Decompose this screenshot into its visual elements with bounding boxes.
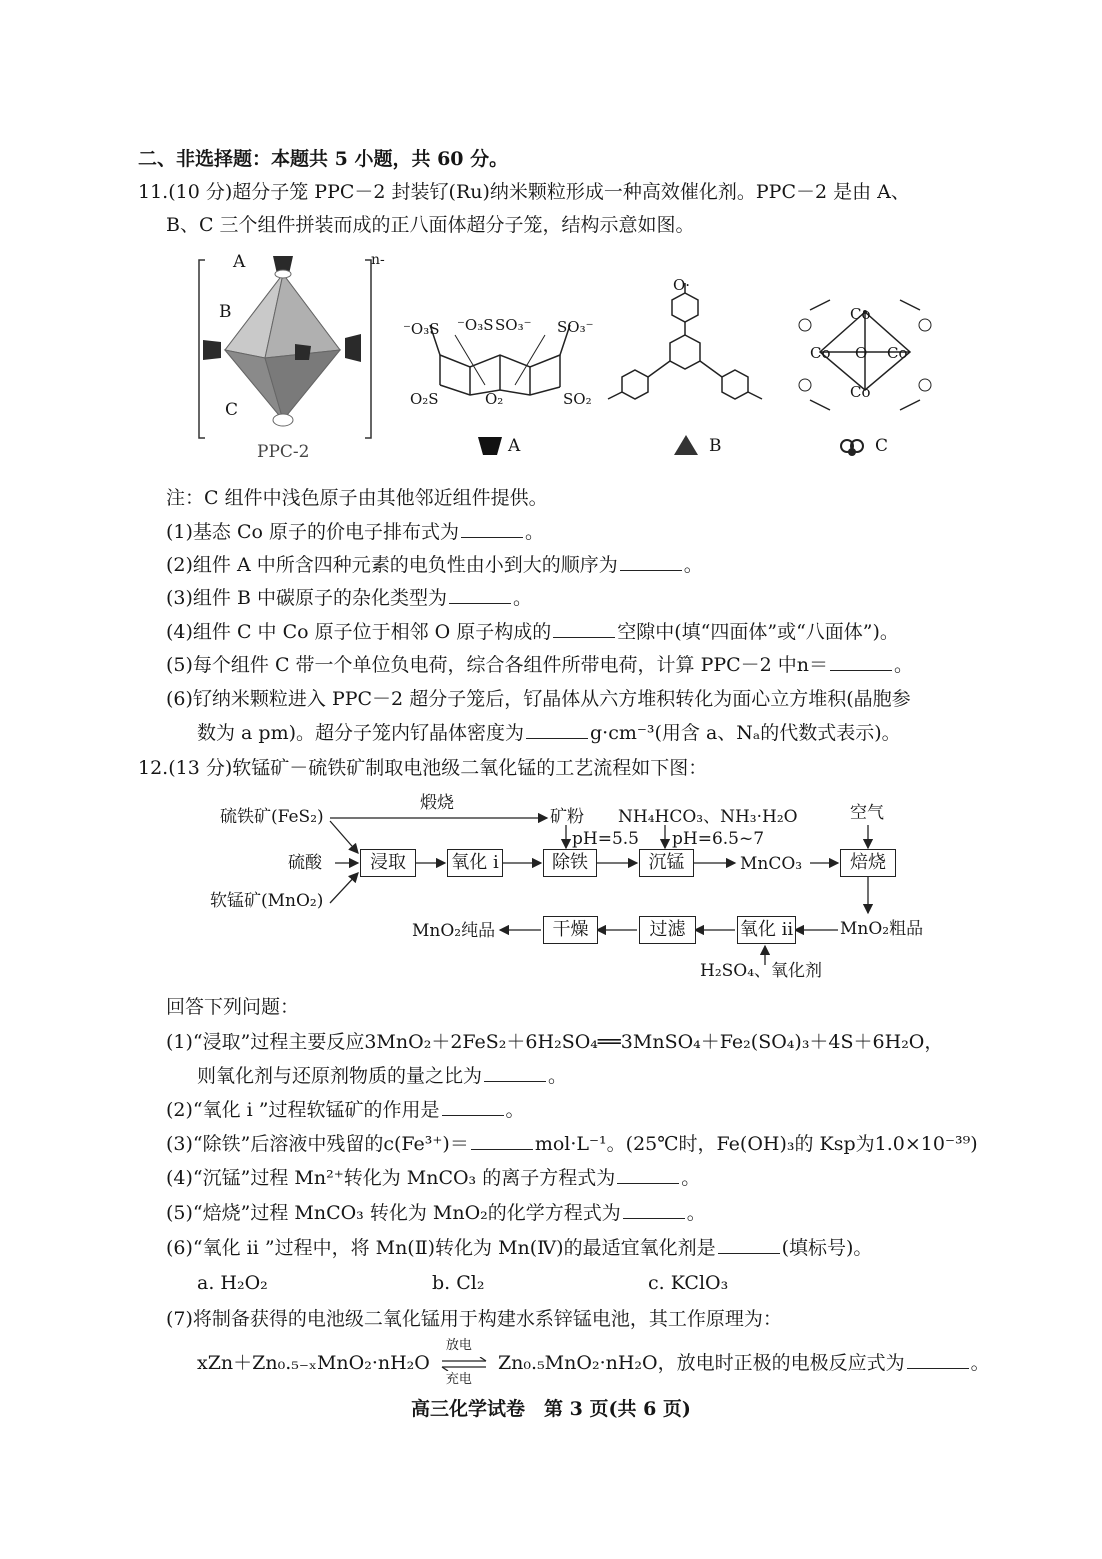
q12-part5-text: (5)“焙烧”过程 MnCO₃ 转化为 MnO₂的化学方程式为 [166,1202,621,1224]
flow-ox2-box: 氧化 ii [737,916,796,944]
equation-arrow [440,1338,488,1387]
flow-pyrolusite: 软锰矿(MnO₂) [210,891,324,911]
q11-part5: (5)每个组件 C 带一个单位负电荷，综合各组件所带电荷，计算 PPC－2 中n＝ 。 [166,654,914,676]
flow-pyrite: 硫铁矿(FeS₂) [220,807,324,827]
q12-part2-text: (2)“氧化 i ”过程软锰矿的作用是 [166,1099,440,1121]
q11-part3-text: (3)组件 B 中碳原子的杂化类型为 [166,587,447,609]
sulfonate-label-2: ⁻O₃S [457,316,494,334]
component-b-structure [600,275,790,425]
q12-part4-text: (4)“沉锰”过程 Mn²⁺转化为 MnCO₃ 的离子方程式为 [166,1167,616,1189]
q11-stem-line2: B、C 三个组件拼装而成的正八面体超分子笼，结构示意如图。 [166,214,695,236]
flow-pure: MnO₂纯品 [412,921,496,941]
flow-iron-removal-box: 除铁 [543,849,597,877]
answer-blank [442,1101,504,1116]
sulfonate-label-4: SO₃⁻ [557,318,594,336]
carboxyl-top-label: O· [673,276,691,294]
q11-part5-text: (5)每个组件 C 带一个单位负电荷，综合各组件所带电荷，计算 PPC－2 中n＝ [166,654,829,676]
co-label-right: Co [887,344,908,362]
equation-right: Zn₀.₅MnO₂·nH₂O，放电时正极的电极反应式为 [497,1352,905,1374]
q11-part6-line1: (6)钌纳米颗粒进入 PPC－2 超分子笼后，钌晶体从六方堆积转化为面心立方堆积(晶胞参 [166,688,911,710]
co-label-left: Co [810,344,831,362]
cage-label-b: B [219,302,232,322]
q12-option-a: a. H₂O₂ [197,1272,268,1294]
component-a-icon [478,435,502,457]
flow-ox1-box: 氧化 i [447,849,503,877]
flow-leach-box: 浸取 [360,849,416,877]
flow-air: 空气 [850,803,884,823]
component-c-label: C [875,436,889,456]
equation-discharge-label: 放电 [445,1338,472,1353]
flow-filter-box: 过滤 [639,916,696,944]
flow-mnco3: MnCO₃ [740,854,803,874]
answer-blank [526,724,588,739]
bottom-label-1: O₂S [410,390,439,408]
sulfonate-label-3: SO₃⁻ [495,316,532,334]
q11-figure [195,250,915,470]
page-footer: 高三化学试卷 第 3 页(共 6 页) [411,1398,691,1420]
answer-blank [623,1204,685,1219]
flow-ore-powder: 矿粉 [550,807,584,827]
q12-part3-text: (3)“除铁”后溶液中残留的c(Fe³⁺)＝ [166,1133,469,1155]
sulfonate-label-1: ⁻O₃S [403,320,440,338]
q12-part1-line1: (1)“浸取”过程主要反应3MnO₂＋2FeS₂＋6H₂SO₄══3MnSO₄＋Fe₂(SO₄)₃＋4S＋6H₂O， [166,1031,944,1053]
q12-stem: 12.(13 分)软锰矿－硫铁矿制取电池级二氧化锰的工艺流程如下图： [138,757,708,779]
q12-part3 [166,1133,978,1156]
co-label-bottom: Co [850,383,871,401]
q11-stem-line1: 11.(10 分)超分子笼 PPC－2 封装钌(Ru)纳米颗粒形成一种高效催化剂。PPC－2 是由 A、 [138,181,910,203]
answer-blank [620,556,682,571]
answer-blank [830,656,892,671]
ppc2-cage-illustration [195,250,385,450]
flow-acid: 硫酸 [288,853,322,873]
flow-crude: MnO₂粗品 [840,919,924,939]
q11-part6-text2: g·cm⁻³(用含 a、Nₐ的代数式表示)。 [590,722,901,744]
q12-part6 [166,1237,872,1260]
q12-part3-text2: mol·L⁻¹。(25℃时，Fe(OH)₃的 Ksp为1.0×10⁻³⁹) [534,1133,978,1155]
flow-mn-precip-box: 沉锰 [639,849,694,877]
cage-label-a: A [233,252,246,272]
answer-blank [471,1135,533,1150]
q12-part1-line2: 则氧化剂与还原剂物质的量之比为 。 [197,1065,568,1087]
q11-note: 注：C 组件中浅色原子由其他邻近组件提供。 [166,487,548,509]
section-heading: 二、非选择题：本题共 5 小题，共 60 分。 [138,148,509,170]
q12-part2: (2)“氧化 i ”过程软锰矿的作用是 。 [166,1099,525,1121]
flow-roast-box: 焙烧 [840,849,896,877]
cage-charge: n- [371,252,385,268]
flow-reagents: NH₄HCO₃、NH₃·H₂O [618,807,798,827]
answer-blank [617,1169,679,1184]
flow-calcine: 煅烧 [420,793,454,813]
component-c-icon [837,436,867,458]
answer-blank [449,589,511,604]
q11-part6-line2 [197,722,901,745]
q12-part6-text: (6)“氧化 ii ”过程中，将 Mn(Ⅱ)转化为 Mn(Ⅳ)的最适宜氧化剂是 [166,1237,716,1259]
reversible-arrow-icon [440,1357,488,1371]
answer-blank [907,1354,969,1369]
q12-option-c: c. KClO₃ [648,1272,729,1294]
answer-blank [484,1067,546,1082]
q11-part6-text: 数为 a pm)。超分子笼内钌晶体密度为 [197,722,524,744]
q11-part4-text: (4)组件 C 中 Co 原子位于相邻 O 原子构成的 [166,621,552,643]
cage-label-c: C [225,400,239,420]
q11-part2: (2)组件 A 中所含四种元素的电负性由小到大的顺序为 。 [166,554,703,576]
q12-part7: (7)将制备获得的电池级二氧化锰用于构建水系锌锰电池，其工作原理为： [166,1308,782,1330]
component-b-label: B [709,436,722,456]
bottom-label-2: O₂ [485,390,504,408]
o-label-center: O [855,344,868,362]
q11-part1: (1)基态 Co 原子的价电子排布式为 。 [166,521,544,543]
q12-answer-intro: 回答下列问题： [166,996,300,1018]
component-a-label: A [508,436,521,456]
q12-part1-text: 则氧化剂与还原剂物质的量之比为 [197,1065,483,1087]
answer-blank [718,1239,780,1254]
q12-option-b: b. Cl₂ [432,1272,485,1294]
answer-blank [553,623,615,638]
q11-part1-text: (1)基态 Co 原子的价电子排布式为 [166,521,459,543]
co-label-top: Co [850,305,871,323]
q12-part4: (4)“沉锰”过程 Mn²⁺转化为 MnCO₃ 的离子方程式为 。 [166,1167,701,1189]
flow-dry-box: 干燥 [543,916,598,944]
flow-ox2-reagent: H₂SO₄、氧化剂 [700,961,823,981]
q11-part3: (3)组件 B 中碳原子的杂化类型为 。 [166,587,532,609]
equation-left: xZn＋Zn₀.₅₋ₓMnO₂·nH₂O [197,1352,430,1374]
q11-part4 [166,621,899,644]
cage-caption: PPC-2 [257,442,310,462]
q12-equation: xZn＋Zn₀.₅₋ₓMnO₂·nH₂O 放电 充电 Zn₀.₅MnO₂·nH₂O，放电时正极的电极反应式为 。 [197,1338,990,1387]
component-b-icon [673,434,699,456]
q12-flowchart [0,785,1102,985]
q12-part5: (5)“焙烧”过程 MnCO₃ 转化为 MnO₂的化学方程式为 。 [166,1202,706,1224]
bottom-label-3: SO₂ [563,390,592,408]
q12-part6-text2: (填标号)。 [781,1237,873,1259]
equation-charge-label: 充电 [445,1372,472,1387]
flow-ph2: pH=6.5~7 [672,829,765,849]
flow-ph1: pH=5.5 [572,829,639,849]
answer-blank [461,523,523,538]
q11-part2-text: (2)组件 A 中所含四种元素的电负性由小到大的顺序为 [166,554,618,576]
q11-part4-text2: 空隙中(填“四面体”或“八面体”)。 [617,621,899,643]
